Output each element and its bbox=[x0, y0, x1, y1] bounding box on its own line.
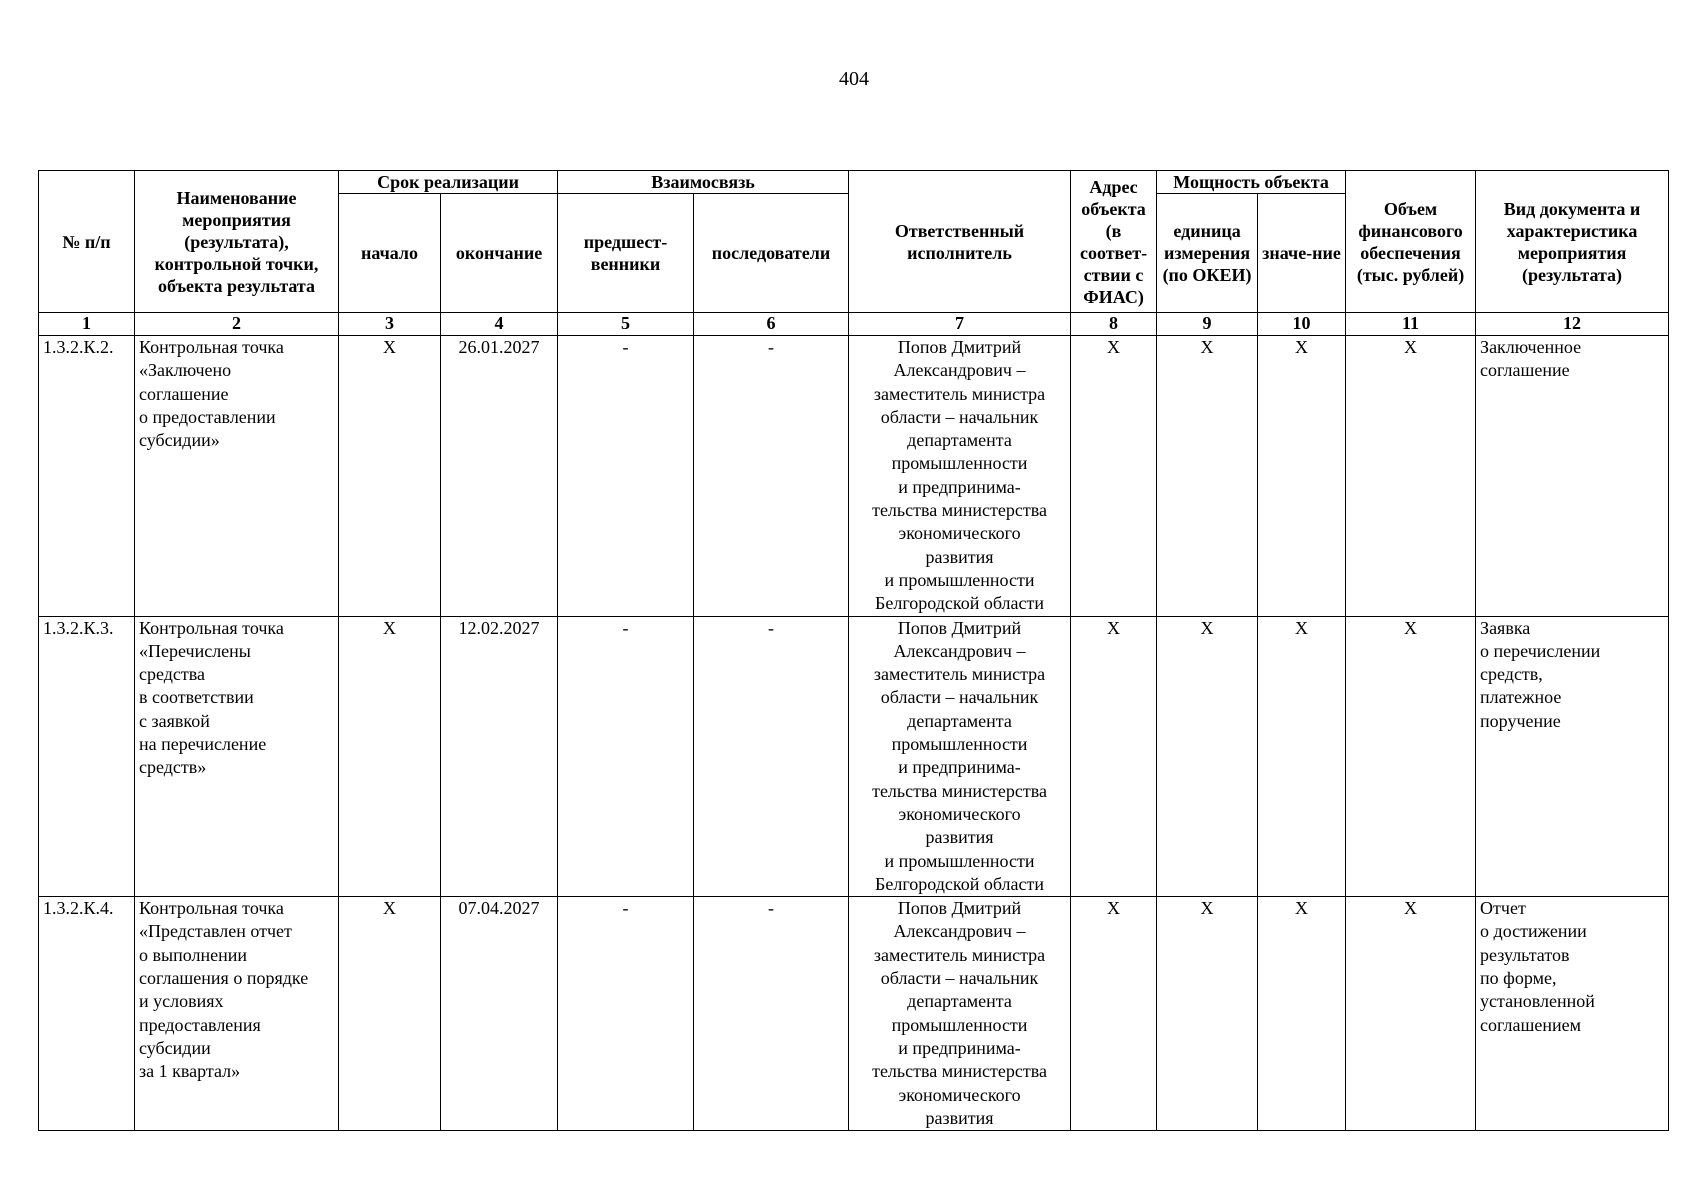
table-row bbox=[39, 897, 1669, 1131]
row-responsible-line: и предпринима- bbox=[898, 757, 1021, 778]
row-responsible-line: развития bbox=[925, 546, 994, 567]
row-responsible-line: промышленности bbox=[891, 453, 1028, 474]
row-end: 12.02.2027 bbox=[441, 616, 558, 897]
column-number: 4 bbox=[441, 313, 558, 336]
row-name-line: и условиях bbox=[139, 991, 224, 1012]
row-doc-type-line: Заявка bbox=[1480, 617, 1531, 638]
row-name-line: соглашение bbox=[139, 383, 229, 404]
row-capacity-value: X bbox=[1258, 616, 1346, 897]
row-predecessors: - bbox=[558, 336, 694, 617]
row-number: 1.3.2.К.3. bbox=[39, 616, 135, 897]
row-doc-type-line: по форме, bbox=[1480, 968, 1557, 989]
row-doc-type-line: поручение bbox=[1480, 710, 1561, 731]
row-doc-type-line: платежное bbox=[1480, 687, 1562, 708]
column-number: 10 bbox=[1258, 313, 1346, 336]
row-start: X bbox=[339, 336, 441, 617]
column-number-row bbox=[39, 313, 1669, 336]
row-doc-type-line: результатов bbox=[1480, 944, 1570, 965]
control-points-table bbox=[38, 170, 1669, 1131]
row-name-line: «Представлен отчет bbox=[139, 921, 292, 942]
row-capacity-value: X bbox=[1258, 336, 1346, 617]
row-responsible-line: Попов Дмитрий bbox=[897, 337, 1022, 357]
row-responsible-line: промышленности bbox=[891, 734, 1028, 755]
row-name-line: средства bbox=[139, 664, 206, 685]
header-address: Адрес объекта (в соответ-ствии с ФИАС) bbox=[1071, 171, 1157, 313]
row-responsible-line: области – начальник bbox=[880, 968, 1039, 989]
row-name bbox=[135, 897, 339, 1131]
header-name: Наименование мероприятия (результата), контрольной точки, объекта результата bbox=[135, 171, 339, 313]
row-responsible-line: развития bbox=[925, 827, 994, 848]
header-capacity-unit: единица измерения (по ОКЕИ) bbox=[1157, 194, 1258, 313]
row-successors: - bbox=[694, 616, 849, 897]
row-finance: X bbox=[1346, 336, 1476, 617]
header-num: № п/п bbox=[39, 171, 135, 313]
row-capacity-unit: X bbox=[1157, 336, 1258, 617]
row-name-line: соглашения о порядке bbox=[139, 968, 309, 989]
header-period-start: начало bbox=[339, 194, 441, 313]
row-responsible-line: заместитель министра bbox=[873, 664, 1046, 685]
row-responsible-line: Александрович – bbox=[893, 640, 1026, 661]
row-capacity-value: X bbox=[1258, 897, 1346, 1131]
row-responsible bbox=[849, 336, 1071, 617]
row-responsible bbox=[849, 616, 1071, 897]
row-responsible-line: области – начальник bbox=[880, 406, 1039, 427]
row-doc-type bbox=[1476, 897, 1669, 1131]
row-responsible-line: экономического bbox=[898, 523, 1021, 544]
row-name bbox=[135, 616, 339, 897]
row-responsible-line: экономического bbox=[898, 803, 1021, 824]
row-name-line: субсидии» bbox=[139, 430, 220, 451]
row-name-line: «Перечислены bbox=[139, 640, 251, 661]
header-relation-pred: предшест-венники bbox=[558, 194, 694, 313]
row-doc-type-line: Отчет bbox=[1480, 898, 1526, 919]
row-responsible-line: экономического bbox=[898, 1084, 1021, 1105]
header-responsible: Ответственный исполнитель bbox=[849, 171, 1071, 313]
row-responsible-line: Белгородской области bbox=[875, 593, 1045, 614]
row-number: 1.3.2.К.4. bbox=[39, 897, 135, 1131]
row-name-line: «Заключено bbox=[139, 360, 232, 381]
row-responsible-line: департамента bbox=[907, 710, 1012, 731]
row-doc-type bbox=[1476, 616, 1669, 897]
row-address: X bbox=[1071, 897, 1157, 1131]
column-number: 5 bbox=[558, 313, 694, 336]
row-doc-type-line: средств, bbox=[1480, 664, 1543, 685]
row-end: 26.01.2027 bbox=[441, 336, 558, 617]
row-responsible-line: тельства министерства bbox=[872, 780, 1047, 801]
row-responsible-line: и промышленности bbox=[884, 569, 1035, 590]
row-capacity-unit: X bbox=[1157, 897, 1258, 1131]
row-name-line: Контрольная точка bbox=[139, 337, 284, 357]
column-number: 11 bbox=[1346, 313, 1476, 336]
column-number: 12 bbox=[1476, 313, 1669, 336]
row-doc-type-line: Заключенное bbox=[1480, 337, 1582, 357]
header-capacity-value: значе-ние bbox=[1258, 194, 1346, 313]
row-responsible-line: области – начальник bbox=[880, 687, 1039, 708]
row-address: X bbox=[1071, 336, 1157, 617]
header-period-group: Срок реализации bbox=[339, 171, 558, 194]
row-responsible-line: Александрович – bbox=[893, 921, 1026, 942]
row-name-line: о предоставлении bbox=[139, 406, 276, 427]
row-responsible-line: департамента bbox=[907, 430, 1012, 451]
row-responsible-line: департамента bbox=[907, 991, 1012, 1012]
header-doc-type: Вид документа и характеристика мероприятия (результата) bbox=[1476, 171, 1669, 313]
row-responsible-line: промышленности bbox=[891, 1014, 1028, 1035]
row-number: 1.3.2.К.2. bbox=[39, 336, 135, 617]
row-responsible-line: и предпринима- bbox=[898, 476, 1021, 497]
row-responsible-line: и промышленности bbox=[884, 850, 1035, 871]
row-name-line: с заявкой bbox=[139, 710, 210, 731]
row-finance: X bbox=[1346, 897, 1476, 1131]
row-doc-type-line: о достижении bbox=[1480, 921, 1587, 942]
row-address: X bbox=[1071, 616, 1157, 897]
row-finance: X bbox=[1346, 616, 1476, 897]
row-doc-type-line: соглашение bbox=[1480, 360, 1570, 381]
row-successors: - bbox=[694, 897, 849, 1131]
row-name-line: на перечисление bbox=[139, 734, 267, 755]
row-name-line: предоставления bbox=[139, 1014, 261, 1035]
row-start: X bbox=[339, 897, 441, 1131]
row-responsible bbox=[849, 897, 1071, 1131]
row-doc-type-line: установленной bbox=[1480, 991, 1595, 1012]
column-number: 2 bbox=[135, 313, 339, 336]
row-doc-type-line: о перечислении bbox=[1480, 640, 1601, 661]
row-name-line: субсидии bbox=[139, 1037, 211, 1058]
row-capacity-unit: X bbox=[1157, 616, 1258, 897]
column-number: 7 bbox=[849, 313, 1071, 336]
row-name-line: о выполнении bbox=[139, 944, 247, 965]
table-row bbox=[39, 336, 1669, 617]
row-name-line: в соответствии bbox=[139, 687, 254, 708]
column-number: 8 bbox=[1071, 313, 1157, 336]
column-number: 3 bbox=[339, 313, 441, 336]
header-finance: Объем финансового обеспечения (тыс. рублей) bbox=[1346, 171, 1476, 313]
row-predecessors: - bbox=[558, 897, 694, 1131]
header-period-end: окончание bbox=[441, 194, 558, 313]
row-name-line: за 1 квартал» bbox=[139, 1061, 241, 1082]
row-responsible-line: заместитель министра bbox=[873, 383, 1046, 404]
header-relation-group: Взаимосвязь bbox=[558, 171, 849, 194]
row-name-line: Контрольная точка bbox=[139, 898, 284, 919]
row-responsible-line: Попов Дмитрий bbox=[897, 898, 1022, 919]
row-responsible-line: тельства министерства bbox=[872, 500, 1047, 521]
row-responsible-line: Александрович – bbox=[893, 360, 1026, 381]
row-responsible-line: развития bbox=[925, 1107, 994, 1128]
column-number: 1 bbox=[39, 313, 135, 336]
row-name bbox=[135, 336, 339, 617]
row-responsible-line: тельства министерства bbox=[872, 1061, 1047, 1082]
row-start: X bbox=[339, 616, 441, 897]
row-predecessors: - bbox=[558, 616, 694, 897]
header-capacity-group: Мощность объекта bbox=[1157, 171, 1346, 194]
row-responsible-line: заместитель министра bbox=[873, 944, 1046, 965]
column-number: 6 bbox=[694, 313, 849, 336]
table-row bbox=[39, 616, 1669, 897]
row-end: 07.04.2027 bbox=[441, 897, 558, 1131]
row-successors: - bbox=[694, 336, 849, 617]
row-responsible-line: и предпринима- bbox=[898, 1037, 1021, 1058]
table-body bbox=[39, 336, 1669, 1131]
row-responsible-line: Белгородской области bbox=[875, 873, 1045, 894]
row-responsible-line: Попов Дмитрий bbox=[897, 617, 1022, 638]
column-number: 9 bbox=[1157, 313, 1258, 336]
row-doc-type bbox=[1476, 336, 1669, 617]
page-number: 404 bbox=[839, 68, 869, 90]
row-doc-type-line: соглашением bbox=[1480, 1014, 1581, 1035]
row-name-line: средств» bbox=[139, 757, 207, 778]
row-name-line: Контрольная точка bbox=[139, 617, 284, 638]
header-relation-succ: последователи bbox=[694, 194, 849, 313]
